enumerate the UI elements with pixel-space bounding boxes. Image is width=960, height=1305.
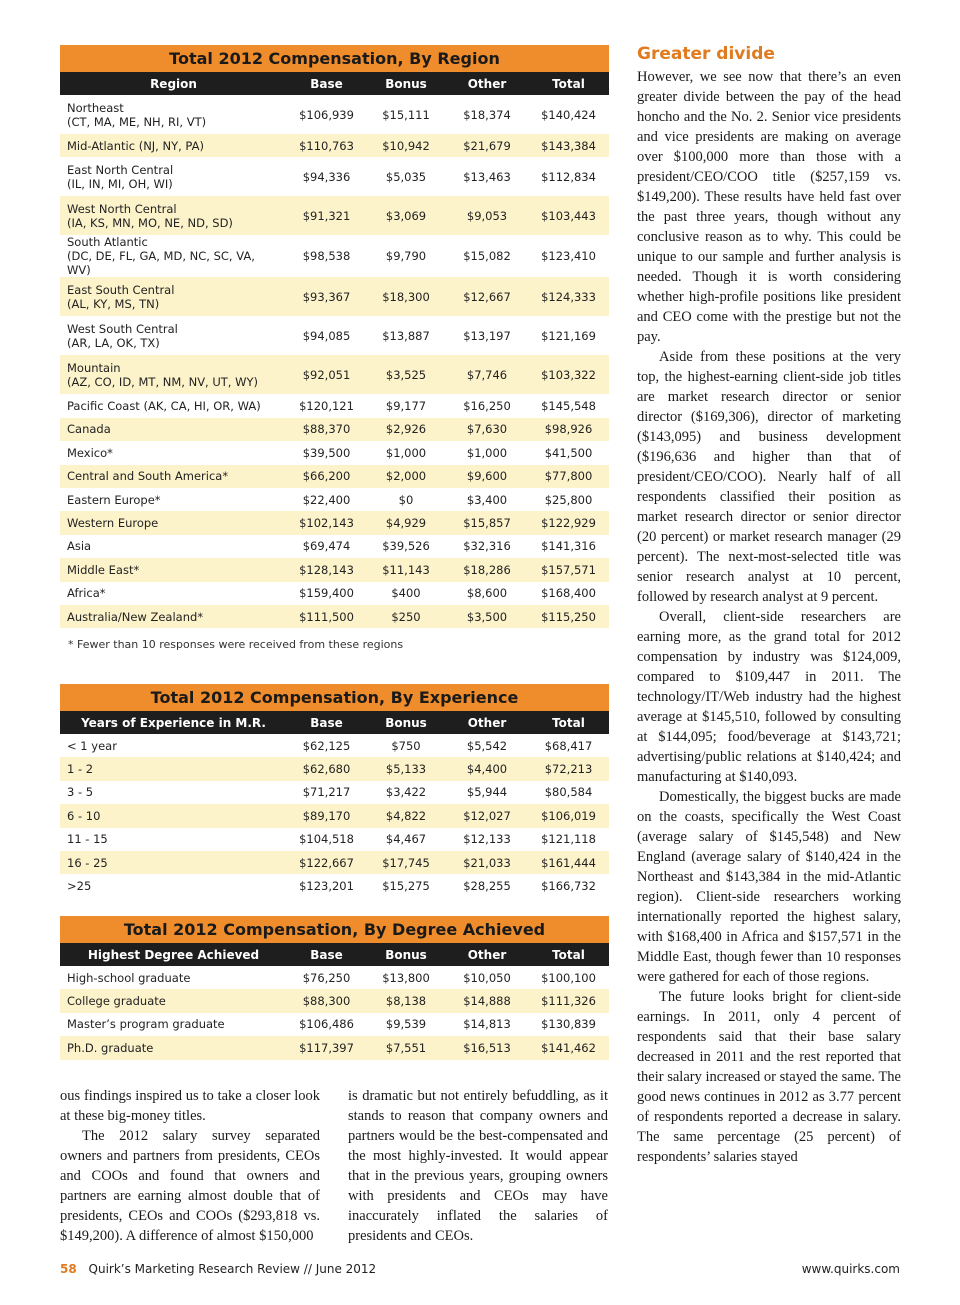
row-label-cell [60,582,287,605]
row-sublabel: (AR, LA, OK, TX) [67,335,160,350]
bonus-cell: $39,526 [382,539,430,554]
row-label: 11 - 15 [67,832,108,847]
table-row [60,316,609,355]
base-cell: $69,474 [302,539,351,554]
total-cell: $123,410 [541,249,596,264]
total-cell: $103,443 [528,196,609,235]
base-cell: $117,397 [287,1036,366,1059]
other-cell: $12,133 [463,832,511,847]
table-row [60,134,609,157]
row-label-cell [60,1036,287,1059]
total-cell: $161,444 [528,851,609,874]
other-cell: $5,944 [466,785,508,800]
column-header: Total [528,72,609,95]
total-cell: $122,929 [528,511,609,534]
other-cell: $4,400 [446,757,528,780]
column-header: Bonus [366,711,446,734]
row-label-cell [60,989,287,1012]
column-header: Base [287,943,366,966]
row-label: South Atlantic [67,235,148,250]
row-label: East South Central [67,282,175,297]
row-label: Canada [67,422,111,437]
article-bottom-middle-column [348,1086,608,1246]
other-cell: $12,667 [446,277,528,316]
total-cell: $145,548 [541,399,596,414]
table-row [60,418,609,441]
base-cell: $102,143 [287,511,366,534]
page-number: 58 [60,1262,77,1276]
row-label: Mid-Atlantic (NJ, NY, PA) [67,138,204,153]
table-row [60,355,609,394]
bonus-cell: $9,539 [385,1017,427,1032]
row-label: Pacific Coast (AK, CA, HI, OR, WA) [67,399,261,414]
table-row [60,605,609,628]
total-cell: $111,326 [528,989,609,1012]
other-cell: $13,463 [463,169,511,184]
row-label-cell [60,734,287,757]
column-header: Base [287,711,366,734]
base-cell: $66,200 [287,465,366,488]
other-cell: $9,600 [446,465,528,488]
table-row [60,989,609,1012]
row-sublabel: (AL, KY, MS, TN) [67,296,160,311]
base-cell: $91,321 [287,196,366,235]
table-row [60,582,609,605]
row-label-cell [60,535,287,558]
row-label: Ph.D. graduate [67,1040,154,1055]
other-cell: $14,813 [463,1017,511,1032]
bonus-cell: $13,887 [382,328,430,343]
bonus-cell: $9,790 [385,249,427,264]
total-cell: $157,571 [528,558,609,581]
website-link[interactable]: www.quirks.com [801,1262,900,1276]
column-header: Highest Degree Achieved [60,943,287,966]
total-cell: $141,316 [541,539,596,554]
base-cell: $122,667 [287,851,366,874]
other-cell: $3,400 [466,492,508,507]
row-label-cell [60,95,287,134]
region-compensation-table [60,45,609,651]
total-cell: $103,322 [528,355,609,394]
row-label-cell [60,235,287,277]
row-label: Central and South America* [67,469,229,484]
other-cell: $9,053 [446,196,528,235]
row-label: 6 - 10 [67,808,101,823]
total-cell: $121,118 [541,832,596,847]
table-row [60,511,609,534]
row-label: Master’s program graduate [67,1017,225,1032]
base-cell: $88,300 [287,989,366,1012]
body-paragraph: Domestically, the biggest bucks are made on the coasts, specifically the West Coast (average salary of $145,548) and New England (average salary of $140,424 in the Northeast and $143,384 in the mid-Atlantic region). Client-side researchers working internationally reported the highest salary, with $168,400 in Africa and $157,571 in the Middle East, though fewer than 10 responses were gathered for each of those regions. [637,789,901,985]
other-cell: $28,255 [463,879,511,894]
row-label: Mountain [67,360,121,375]
total-cell: $98,926 [528,418,609,441]
table-row [60,535,609,558]
article-right-column [637,44,901,1167]
row-label: < 1 year [67,738,117,753]
region-table-title: Total 2012 Compensation, By Region [60,45,609,72]
base-cell: $62,125 [302,738,351,753]
other-cell: $21,033 [446,851,528,874]
base-cell: $89,170 [287,804,366,827]
table-row [60,465,609,488]
bonus-cell: $2,000 [366,465,446,488]
row-label: West North Central [67,201,177,216]
row-label: Africa* [67,586,106,601]
table-row [60,488,609,511]
bonus-cell: $15,111 [382,107,430,122]
bonus-cell: $18,300 [366,277,446,316]
base-cell: $98,538 [302,249,351,264]
row-label: Eastern Europe* [67,492,161,507]
total-cell: $140,424 [541,107,596,122]
bonus-cell: $2,926 [366,418,446,441]
row-label-cell [60,488,287,511]
bonus-cell: $4,467 [385,832,427,847]
total-cell: $106,019 [528,804,609,827]
experience-compensation-table [60,684,609,898]
row-label-cell [60,277,287,316]
row-label-cell [60,757,287,780]
table-row [60,441,609,464]
base-cell: $92,051 [287,355,366,394]
bonus-cell: $10,942 [366,134,446,157]
row-label-cell [60,134,287,157]
other-cell: $10,050 [463,970,511,985]
table-row [60,874,609,897]
base-cell: $106,486 [299,1017,354,1032]
row-label: East North Central [67,162,174,177]
total-cell: $168,400 [541,586,596,601]
bonus-cell: $13,800 [382,970,430,985]
base-cell: $104,518 [299,832,354,847]
total-cell: $115,250 [528,605,609,628]
other-cell: $21,679 [446,134,528,157]
body-paragraph: Overall, client-side researchers are earning more, as the grand total for 2012 compensation by industry was $124,009, compared to $109,447 in 2011. The technology/IT/Web industry had the highest average at $145,510, followed by consulting at $144,095; food/beverage at $143,721; advertising/public relations at $140,424; and manufacturing at $140,093. [637,609,901,785]
table-row [60,804,609,827]
table-row [60,1013,609,1036]
table-row [60,196,609,235]
total-cell: $72,213 [528,757,609,780]
bonus-cell: $3,422 [385,785,427,800]
row-sublabel: (CT, MA, ME, NH, RI, VT) [67,114,207,129]
column-header: Total [528,711,609,734]
base-cell: $123,201 [299,879,354,894]
other-cell: $13,197 [463,328,511,343]
degree-compensation-table [60,916,609,1060]
base-cell: $128,143 [287,558,366,581]
base-cell: $111,500 [287,605,366,628]
row-label-cell [60,851,287,874]
base-cell: $39,500 [302,445,351,460]
experience-table-grid [60,711,609,898]
row-label-cell [60,157,287,196]
table-row [60,558,609,581]
row-label-cell [60,781,287,804]
table-row [60,394,609,417]
region-table-footnote: * Fewer than 10 responses were received from these regions [68,638,404,652]
bonus-cell: $750 [391,738,421,753]
column-header: Base [287,72,366,95]
total-cell: $112,834 [541,169,596,184]
other-cell: $18,374 [463,107,511,122]
total-cell: $25,800 [544,492,593,507]
bonus-cell: $3,069 [366,196,446,235]
other-cell: $3,500 [446,605,528,628]
bonus-cell: $250 [366,605,446,628]
degree-table-title: Total 2012 Compensation, By Degree Achieved [60,916,609,943]
row-label-cell [60,1013,287,1036]
bonus-cell: $4,929 [366,511,446,534]
bonus-cell: $17,745 [366,851,446,874]
column-header: Total [528,943,609,966]
table-row [60,95,609,134]
other-cell: $7,746 [446,355,528,394]
row-label-cell [60,418,287,441]
page-footer-left [60,1262,376,1276]
base-cell: $93,367 [287,277,366,316]
body-paragraph: Aside from these positions at the very top, the highest-earning client-side job titles are market research director or senior director ($169,306), director of marketing ($143,095) and business development ($196,636 and higher than that of president/CEO/COO). Nearly half of all respondents classified their position as market research director or senior director (20 percent) or market research manager (29 percent). The next-most-selected title was senior research analyst at 10 percent, followed by research analyst at 9 percent. [637,349,901,605]
row-label-cell [60,511,287,534]
table-row [60,851,609,874]
row-label: West South Central [67,321,178,336]
row-label: Middle East* [67,562,140,577]
table-row [60,966,609,989]
table-row [60,1036,609,1059]
row-sublabel: (AZ, CO, ID, MT, NM, NV, UT, WY) [67,374,259,389]
bonus-cell: $3,525 [366,355,446,394]
base-cell: $106,939 [299,107,354,122]
body-paragraph: is dramatic but not entirely befuddling, as it stands to reason that company owners and partners would be the best-compensated and the most highly-invested. It would appear that in the previous years, grouping owners with presidents and CEOs may have inaccurately inflated the salaries of presidents and CEOs. [348,1088,608,1244]
bonus-cell: $1,000 [385,445,427,460]
degree-table-grid [60,943,609,1060]
row-label-cell [60,441,287,464]
bonus-cell: $7,551 [366,1036,446,1059]
row-label-cell [60,558,287,581]
bonus-cell: $5,133 [366,757,446,780]
row-label-cell [60,465,287,488]
other-cell: $5,542 [466,738,508,753]
table-row [60,828,609,851]
row-label: Australia/New Zealand* [67,609,204,624]
base-cell: $76,250 [302,970,351,985]
base-cell: $94,085 [302,328,351,343]
base-cell: $22,400 [302,492,351,507]
total-cell: $41,500 [544,445,593,460]
column-header: Region [60,72,287,95]
total-cell: $124,333 [528,277,609,316]
base-cell: $159,400 [299,586,354,601]
bonus-cell: $11,143 [366,558,446,581]
row-label-cell [60,804,287,827]
bonus-cell: $0 [398,492,414,507]
other-cell: $1,000 [466,445,508,460]
row-label: College graduate [67,994,166,1009]
bonus-cell: $400 [391,586,421,601]
column-header: Bonus [366,72,446,95]
row-label-cell [60,196,287,235]
row-label: >25 [67,879,92,894]
base-cell: $88,370 [287,418,366,441]
bonus-cell: $9,177 [385,399,427,414]
row-sublabel: (IL, IN, MI, OH, WI) [67,176,173,191]
bonus-cell: $4,822 [366,804,446,827]
other-cell: $7,630 [446,418,528,441]
total-cell: $166,732 [541,879,596,894]
table-row [60,734,609,757]
bonus-cell: $5,035 [385,169,427,184]
other-cell: $8,600 [466,586,508,601]
column-header: Other [446,711,528,734]
bonus-cell: $15,275 [382,879,430,894]
table-row [60,277,609,316]
total-cell: $80,584 [544,785,593,800]
body-paragraph: The future looks bright for client-side earnings. In 2011, only 4 percent of respondents said that their base salary decreased in 2011 and the rest reported that their salary increased or stayed the same. The good news continues in 2012 as 3.77 percent of respondents reported a decrease in salary. The same percentage (25 percent) of respondents’ salaries stayed [637,989,901,1165]
base-cell: $120,121 [299,399,354,414]
other-cell: $18,286 [446,558,528,581]
row-label: Northeast [67,100,124,115]
other-cell: $15,857 [446,511,528,534]
other-cell: $12,027 [446,804,528,827]
body-paragraph: However, we see now that there’s an even greater divide between the pay of the head honcho and the No. 2. Senior vice presidents and vice presidents are making on average over $100,000 more than those with a president/CEO/COO title ($257,159 vs. $149,200). These results have held fast over the past three years, though without any conclusive reason as to why. This could be unique to our sample and further analysis is needed. Though it is worth considering whether high-profile positions like president and CEO come with the prestige but not the pay. [637,69,901,345]
other-cell: $16,250 [463,399,511,414]
row-label: Asia [67,539,92,554]
right-column-body [637,67,901,1167]
row-label: 3 - 5 [67,785,94,800]
total-cell: $77,800 [528,465,609,488]
row-label: 16 - 25 [67,855,108,870]
section-heading: Greater divide [637,44,775,64]
column-header: Bonus [366,943,446,966]
body-paragraph: ous findings inspired us to take a closer look at these big-money titles. [60,1088,320,1124]
base-cell: $62,680 [287,757,366,780]
publication-name: Quirk’s Marketing Research Review // June 2012 [88,1262,377,1276]
table-row [60,157,609,196]
base-cell: $71,217 [302,785,351,800]
article-bottom-left-column [60,1086,320,1246]
other-cell: $14,888 [446,989,528,1012]
row-sublabel: (IA, KS, MN, MO, NE, ND, SD) [67,215,233,230]
row-label-cell [60,316,287,355]
row-sublabel: (DC, DE, FL, GA, MD, NC, SC, VA, WV) [67,249,255,278]
total-cell: $100,100 [541,970,596,985]
row-label-cell [60,828,287,851]
total-cell: $141,462 [528,1036,609,1059]
total-cell: $68,417 [544,738,593,753]
bonus-cell: $8,138 [366,989,446,1012]
table-row [60,757,609,780]
other-cell: $32,316 [463,539,511,554]
other-cell: $16,513 [446,1036,528,1059]
body-paragraph: The 2012 salary survey separated owners and partners from presidents, CEOs and COOs and found that owners and partners are earning almost double that of presidents, CEOs and COOs ($293,818 vs. $149,200). A difference of almost $150,000 [60,1128,320,1244]
other-cell: $15,082 [463,249,511,264]
row-label: Western Europe [67,516,159,531]
column-header: Other [446,943,528,966]
experience-table-title: Total 2012 Compensation, By Experience [60,684,609,711]
row-label: Mexico* [67,445,113,460]
base-cell: $110,763 [287,134,366,157]
column-header: Years of Experience in M.R. [60,711,287,734]
row-label-cell [60,966,287,989]
table-row [60,235,609,277]
total-cell: $121,169 [541,328,596,343]
total-cell: $143,384 [528,134,609,157]
row-label-cell [60,874,287,897]
row-label: High-school graduate [67,970,191,985]
base-cell: $94,336 [302,169,351,184]
table-row [60,781,609,804]
row-label-cell [60,605,287,628]
column-header: Other [446,72,528,95]
row-label-cell [60,394,287,417]
total-cell: $130,839 [541,1017,596,1032]
row-label-cell [60,355,287,394]
row-label: 1 - 2 [67,762,94,777]
region-table-grid [60,72,609,628]
